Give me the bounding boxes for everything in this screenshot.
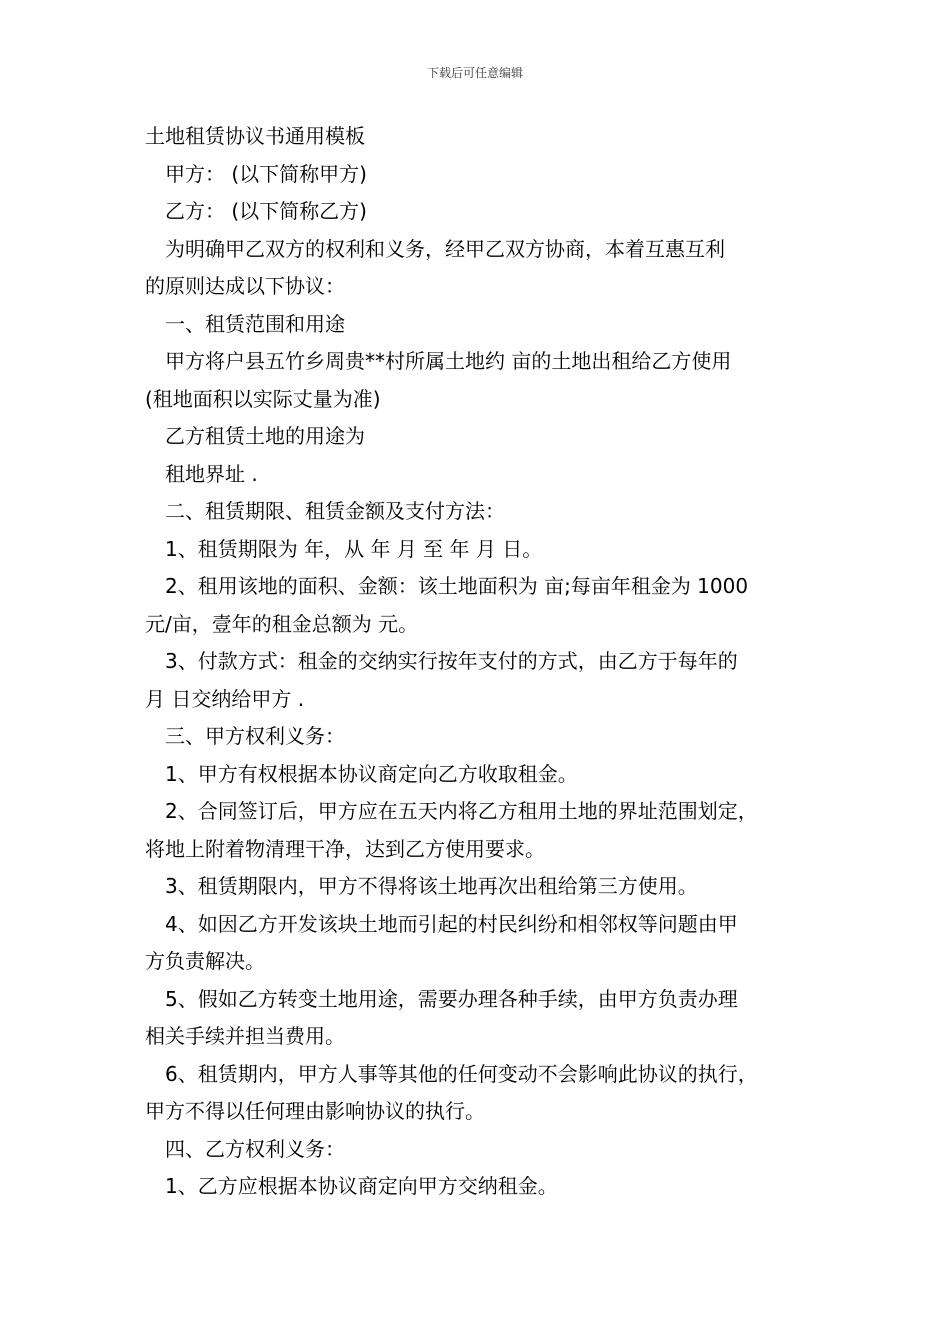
document-line: 二、租赁期限、租赁金额及支付方法：: [165, 499, 505, 523]
document-line: 5、假如乙方转变土地用途，需要办理各种手续，由甲方负责办理: [165, 986, 738, 1011]
document-line: 为明确甲乙双方的权利和义务，经甲乙双方协商，本着互惠互利: [165, 236, 725, 261]
document-line: 方负责解决。: [145, 949, 265, 973]
document-line: 乙方租赁土地的用途为: [165, 424, 365, 448]
document-line: 1、租赁期限为 年，从 年 月 至 年 月 日。: [165, 536, 543, 561]
document-line: 乙方： (以下简称乙方): [165, 199, 367, 223]
document-line: 三、甲方权利义务：: [165, 724, 345, 748]
document-line: 将地上附着物清理干净，达到乙方使用要求。: [145, 836, 545, 861]
page-header-note: 下载后可任意编辑: [426, 66, 523, 80]
document-line: 相关手续并担当费用。: [145, 1024, 345, 1048]
document-line: 2、合同签订后，甲方应在五天内将乙方租用土地的界址范围划定，: [165, 799, 758, 823]
document-line: 甲方： (以下简称甲方): [165, 161, 367, 186]
document-line: 2、租用该地的面积、金额：该土地面积为 亩;每亩年租金为 1000: [165, 574, 749, 598]
document-line: 月 日交纳给甲方 .: [145, 686, 305, 711]
document-line: 1、甲方有权根据本协议商定向乙方收取租金。: [165, 761, 578, 786]
document-line: (租地面积以实际丈量为准): [145, 386, 381, 411]
document-line: 1、乙方应根据本协议商定向甲方交纳租金。: [165, 1174, 558, 1198]
document-line: 4、如因乙方开发该块土地而引起的村民纠纷和相邻权等问题由甲: [165, 911, 738, 936]
document-line: 3、租赁期限内，甲方不得将该土地再次出租给第三方使用。: [165, 874, 698, 898]
document-line: 一、租赁范围和用途: [165, 311, 345, 336]
document-line: 四、乙方权利义务：: [165, 1136, 345, 1161]
document-title: 土地租赁协议书通用模板: [145, 124, 365, 148]
document-line: 租地界址 .: [165, 461, 258, 486]
document-line: 6、租赁期内，甲方人事等其他的任何变动不会影响此协议的执行，: [165, 1061, 758, 1086]
document-body: [145, 118, 813, 1206]
document-line: 元/亩，壹年的租金总额为 元。: [145, 611, 419, 636]
document-line: 甲方不得以任何理由影响协议的执行。: [145, 1099, 485, 1123]
document-line: 甲方将户县五竹乡周贵**村所属土地约 亩的土地出租给乙方使用: [165, 349, 732, 373]
document-line: 的原则达成以下协议：: [145, 274, 345, 298]
document-line: 3、付款方式：租金的交纳实行按年支付的方式，由乙方于每年的: [165, 649, 738, 673]
